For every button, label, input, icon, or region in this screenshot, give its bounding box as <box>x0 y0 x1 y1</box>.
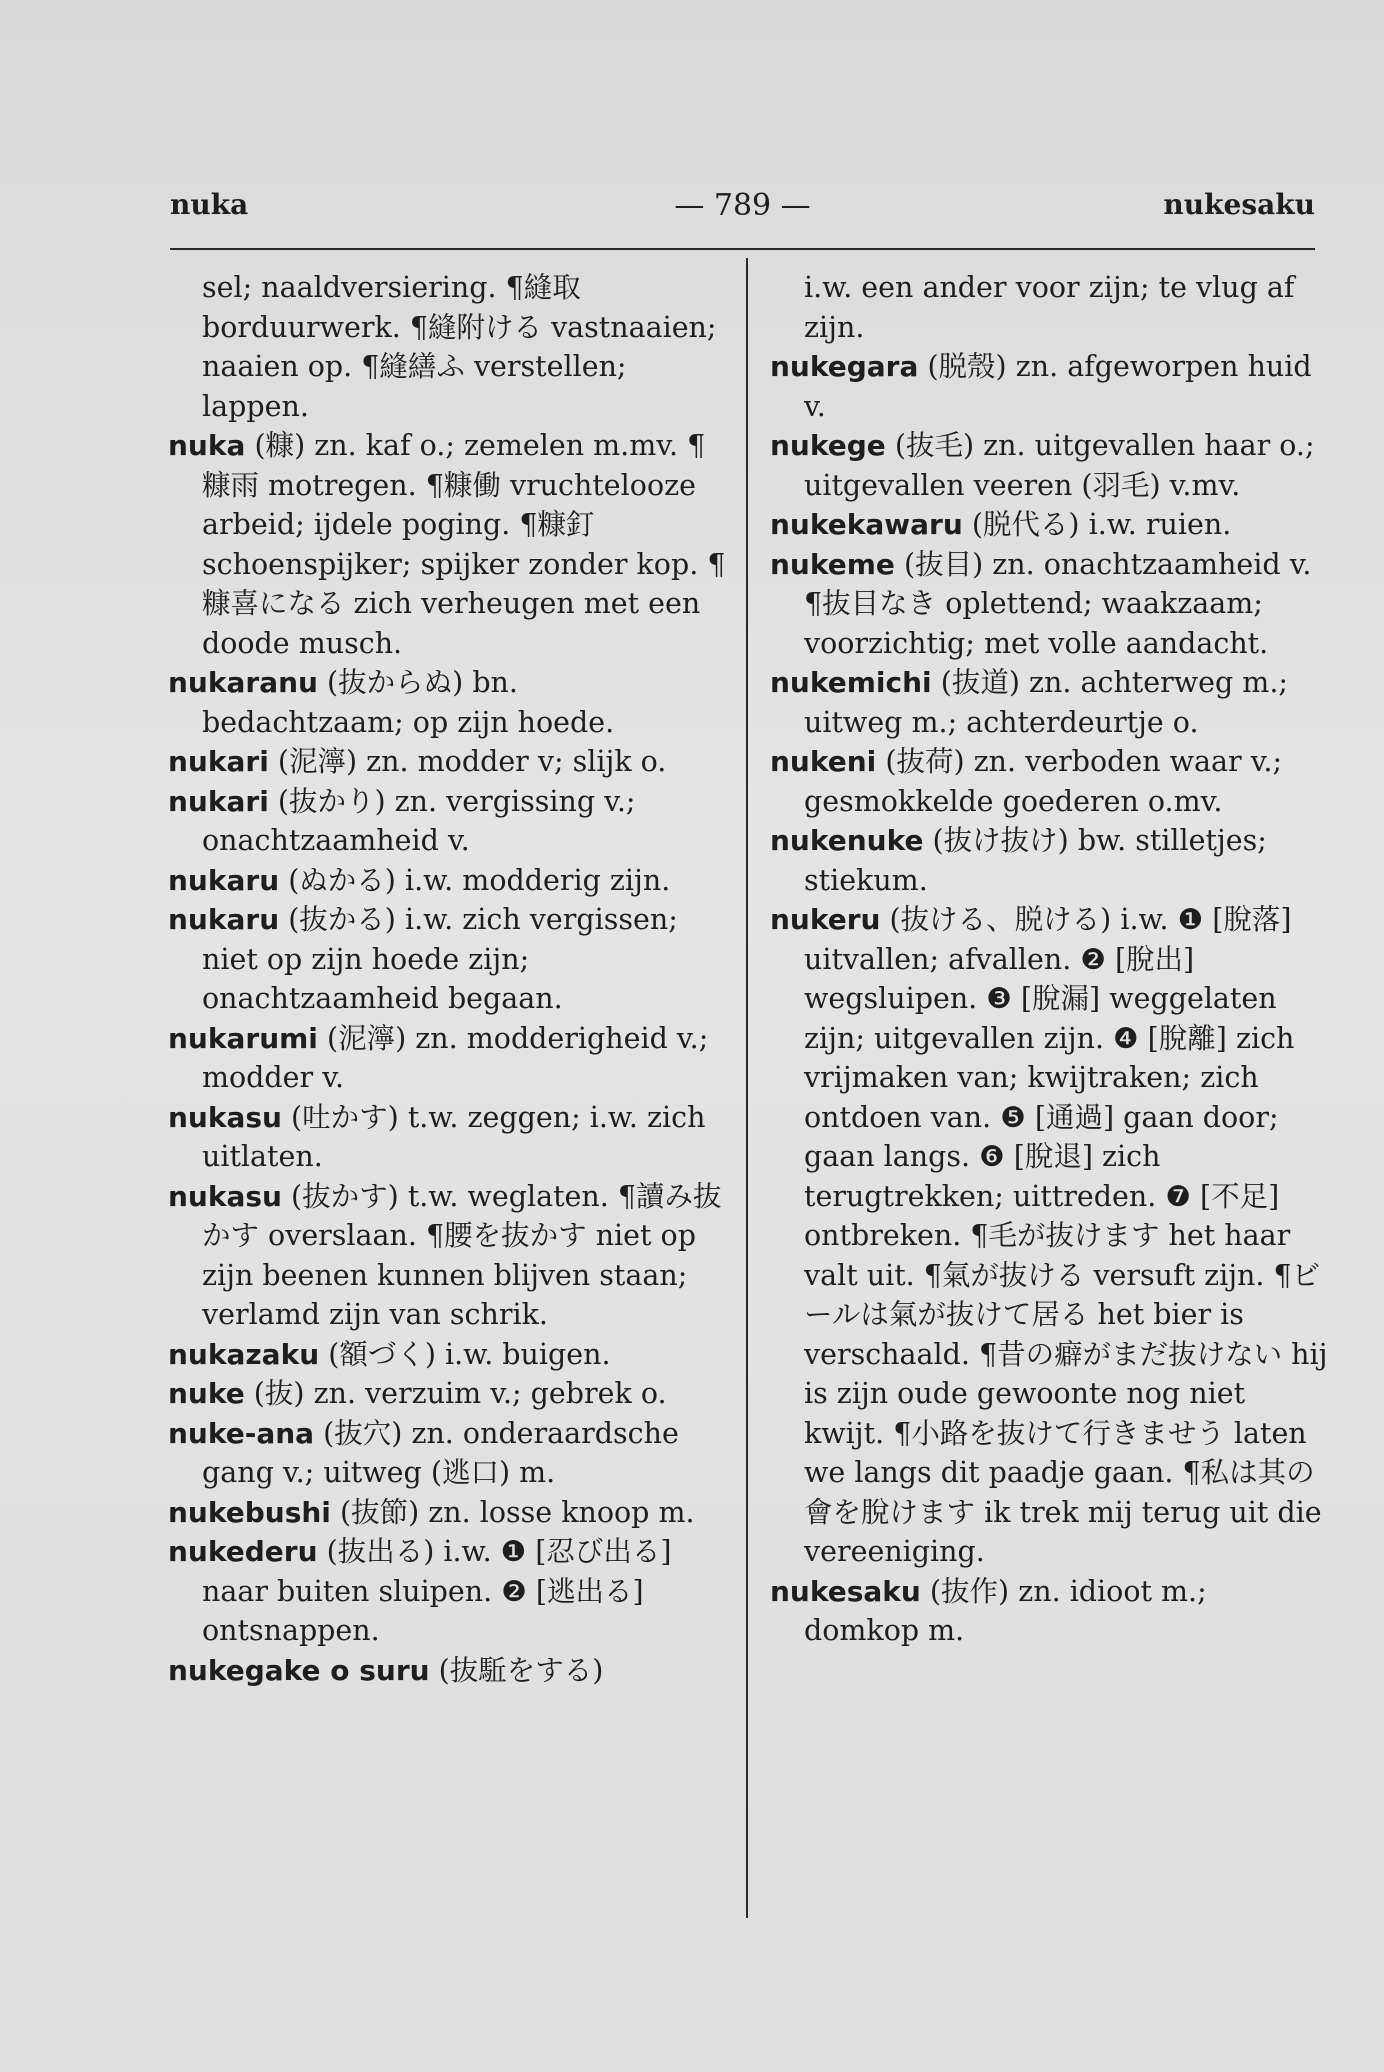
entry-headword: nukederu <box>168 1535 318 1568</box>
entry-definition: (抜かす) t.w. weglaten. ¶讀み抜かす overslaan. ¶腰を抜かす niet op zijn beenen kunnen blijven staan; verlamd zijn van schrik. <box>202 1179 722 1331</box>
entry-headword: nukasu <box>168 1100 282 1134</box>
dictionary-entry <box>168 426 728 663</box>
entry-headword: nukemichi <box>770 666 932 699</box>
entry-definition: (脱殼) zn. afgeworpen huid v. <box>804 350 1312 423</box>
dictionary-entry <box>770 742 1330 821</box>
dictionary-entry <box>168 1019 728 1098</box>
dictionary-entry <box>770 1572 1330 1651</box>
entry-headword: nukari <box>168 784 269 818</box>
entry-definition: (抜かる) i.w. zich vergissen; niet op zijn hoede zijn; onachtzaamheid begaan. <box>202 903 678 1015</box>
entry-definition: (ぬかる) i.w. modderig zijn. <box>288 863 671 897</box>
entry-definition: (泥濘) zn. modderigheid v.; modder v. <box>202 1021 709 1094</box>
column-divider <box>746 258 748 1918</box>
dictionary-entry <box>168 1177 728 1335</box>
entry-headword: nukekawaru <box>770 508 963 541</box>
dictionary-entry <box>770 663 1330 742</box>
entry-definition: i.w. een ander voor zijn; te vlug af zijn. <box>804 271 1295 344</box>
dictionary-entry <box>770 268 1330 347</box>
dictionary-entry <box>168 861 728 901</box>
dictionary-entry <box>168 1098 728 1177</box>
entry-headword: nukaranu <box>168 666 318 699</box>
entry-headword: nukeru <box>770 903 881 936</box>
dictionary-entry <box>168 268 728 426</box>
dictionary-entry <box>770 545 1330 664</box>
dictionary-entry <box>770 900 1330 1572</box>
entry-headword: nuka <box>168 429 246 462</box>
entry-definition: (抜道) zn. achterweg m.; uitweg m.; achterdeurtje o. <box>804 666 1288 739</box>
dictionary-entry <box>168 782 728 861</box>
entry-definition: (抜節) zn. losse knoop m. <box>339 1495 695 1529</box>
entry-definition: (抜からぬ) bn. bedachtzaam; op zijn hoede. <box>202 666 615 739</box>
header-right-headword: nukesaku <box>1163 188 1315 221</box>
dictionary-entry <box>168 1414 728 1493</box>
dictionary-entry <box>770 821 1330 900</box>
dictionary-entry <box>770 426 1330 505</box>
entry-definition: (抜出る) i.w. ❶ [忍び出る] naar buiten sluipen. ❷ [逃出る] ontsnappen. <box>202 1535 672 1647</box>
entry-headword: nukaru <box>168 863 280 897</box>
dictionary-entry <box>168 1374 728 1414</box>
entry-definition: sel; naaldversiering. ¶縫取 borduurwerk. ¶縫附ける vastnaaien; naaien op. ¶縫繕ふ verstellen; lappen. <box>202 271 717 423</box>
header-rule <box>170 248 1315 250</box>
entry-headword: nukesaku <box>770 1574 921 1608</box>
dictionary-entry <box>168 1335 728 1375</box>
entry-headword: nukebushi <box>168 1495 331 1529</box>
entry-headword: nukari <box>168 745 269 778</box>
entry-headword: nukegara <box>770 350 919 383</box>
entry-headword: nukegake o suru <box>168 1653 430 1687</box>
entry-definition: (抜ける、脱ける) i.w. ❶ [脫落] uitvallen; afvallen. ❷ [脫出] wegsluipen. ❸ [脫漏] weggelaten zijn; uitgevallen zijn. ❹ [脫離] zich vrijmaken van; kwijtraken; zich ontdoen van. ❺ [通過] gaan door; gaan langs. ❻ [脫退] zich terugtrekken; uittreden. ❼ [不足] ontbreken. ¶毛が抜けます het haar valt uit. ¶氣が抜ける versuft zijn. ¶ビールは氣が抜けて居る het bier is verschaald. ¶昔の癖がまだ抜けない hij is zijn oude gewoonte nog niet kwijt. ¶小路を抜けて行きませう laten we langs dit paadje gaan. ¶私は其の會を脫けます ik trek mij terug uit die vereeniging. <box>804 903 1328 1568</box>
entry-headword: nuke-ana <box>168 1416 315 1450</box>
entry-definition: (吐かす) t.w. zeggen; i.w. zich uitlaten. <box>202 1100 706 1173</box>
page-number: — 789 — <box>674 188 811 223</box>
entry-headword: nukeni <box>770 745 877 778</box>
entry-headword: nukenuke <box>770 824 924 857</box>
entry-headword: nuke <box>168 1377 245 1410</box>
dictionary-entry <box>168 742 728 782</box>
entry-definition: (額づく) i.w. buigen. <box>328 1337 611 1371</box>
dictionary-entry <box>770 347 1330 426</box>
dictionary-entry <box>770 505 1330 545</box>
dictionary-entry <box>168 1493 728 1533</box>
entry-headword: nukeme <box>770 547 895 581</box>
entry-headword: nukege <box>770 429 886 462</box>
entry-definition: (抜目) zn. onachtzaamheid v. ¶抜目なき oplettend; waakzaam; voorzichtig; met volle aandacht. <box>804 547 1312 660</box>
page-header <box>170 188 1315 228</box>
entry-definition: (抜け抜け) bw. stilletjes; stiekum. <box>804 824 1267 897</box>
entry-definition: (泥濘) zn. modder v; slijk o. <box>277 745 667 778</box>
entry-definition: (抜) zn. verzuim v.; gebrek o. <box>253 1377 667 1410</box>
left-column <box>168 268 728 1690</box>
entry-headword: nukarumi <box>168 1021 318 1055</box>
entry-definition: (抜穴) zn. onderaardsche gang v.; uitweg (逃口) m. <box>202 1416 679 1489</box>
right-column <box>770 268 1330 1651</box>
entry-headword: nukaru <box>168 903 280 936</box>
entry-definition: (抜作) zn. idioot m.; domkop m. <box>804 1574 1207 1647</box>
entry-definition: (抜駈をする) <box>438 1653 604 1687</box>
entry-headword: nukasu <box>168 1179 282 1213</box>
entry-definition: (糠) zn. kaf o.; zemelen m.mv. ¶糠雨 motregen. ¶糠働 vruchtelooze arbeid; ijdele poging. ¶糠釘 schoenspijker; spijker zonder kop. ¶糠喜になる zich verheugen met een doode musch. <box>202 429 726 660</box>
dictionary-entry <box>168 1532 728 1651</box>
header-left-headword: nuka <box>170 188 249 221</box>
entry-headword: nukazaku <box>168 1337 320 1371</box>
entry-definition: (抜荷) zn. verboden waar v.; gesmokkelde goederen o.mv. <box>804 745 1283 818</box>
entry-definition: (抜毛) zn. uitgevallen haar o.; uitgevallen veeren (羽毛) v.mv. <box>804 429 1315 502</box>
dictionary-entry <box>168 1651 728 1691</box>
entry-definition: (抜かり) zn. vergissing v.; onachtzaamheid v. <box>202 784 636 857</box>
dictionary-entry <box>168 900 728 1019</box>
entry-definition: (脱代る) i.w. ruien. <box>971 508 1232 541</box>
dictionary-entry <box>168 663 728 742</box>
